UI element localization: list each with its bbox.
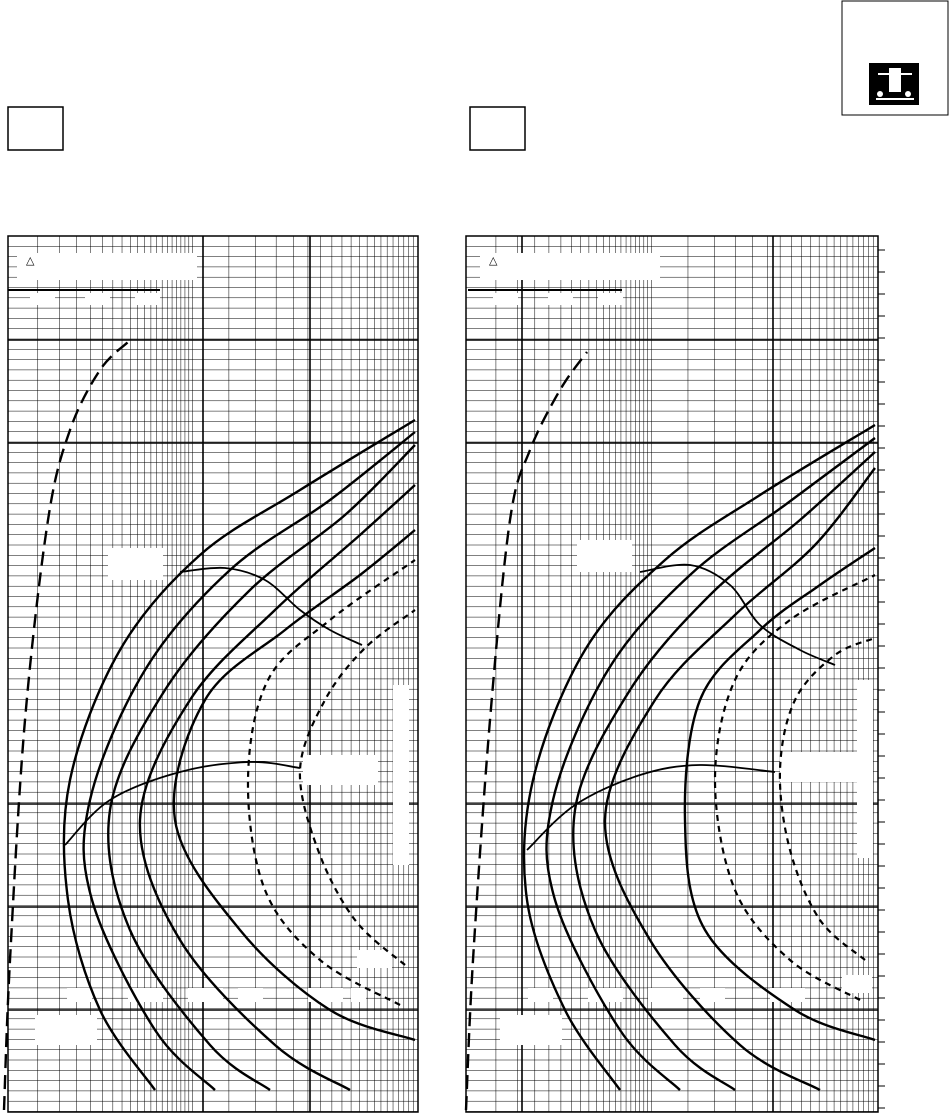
helicopter-icon xyxy=(869,63,919,105)
right-panel-label-box xyxy=(470,107,525,150)
left-panel-label-box xyxy=(8,107,63,150)
plot-frame xyxy=(8,236,418,1112)
left-chart-grid xyxy=(8,236,418,1112)
right-delta-symbol: △ xyxy=(489,254,498,267)
plot-frame xyxy=(466,236,878,1112)
left-delta-symbol: △ xyxy=(26,254,35,267)
